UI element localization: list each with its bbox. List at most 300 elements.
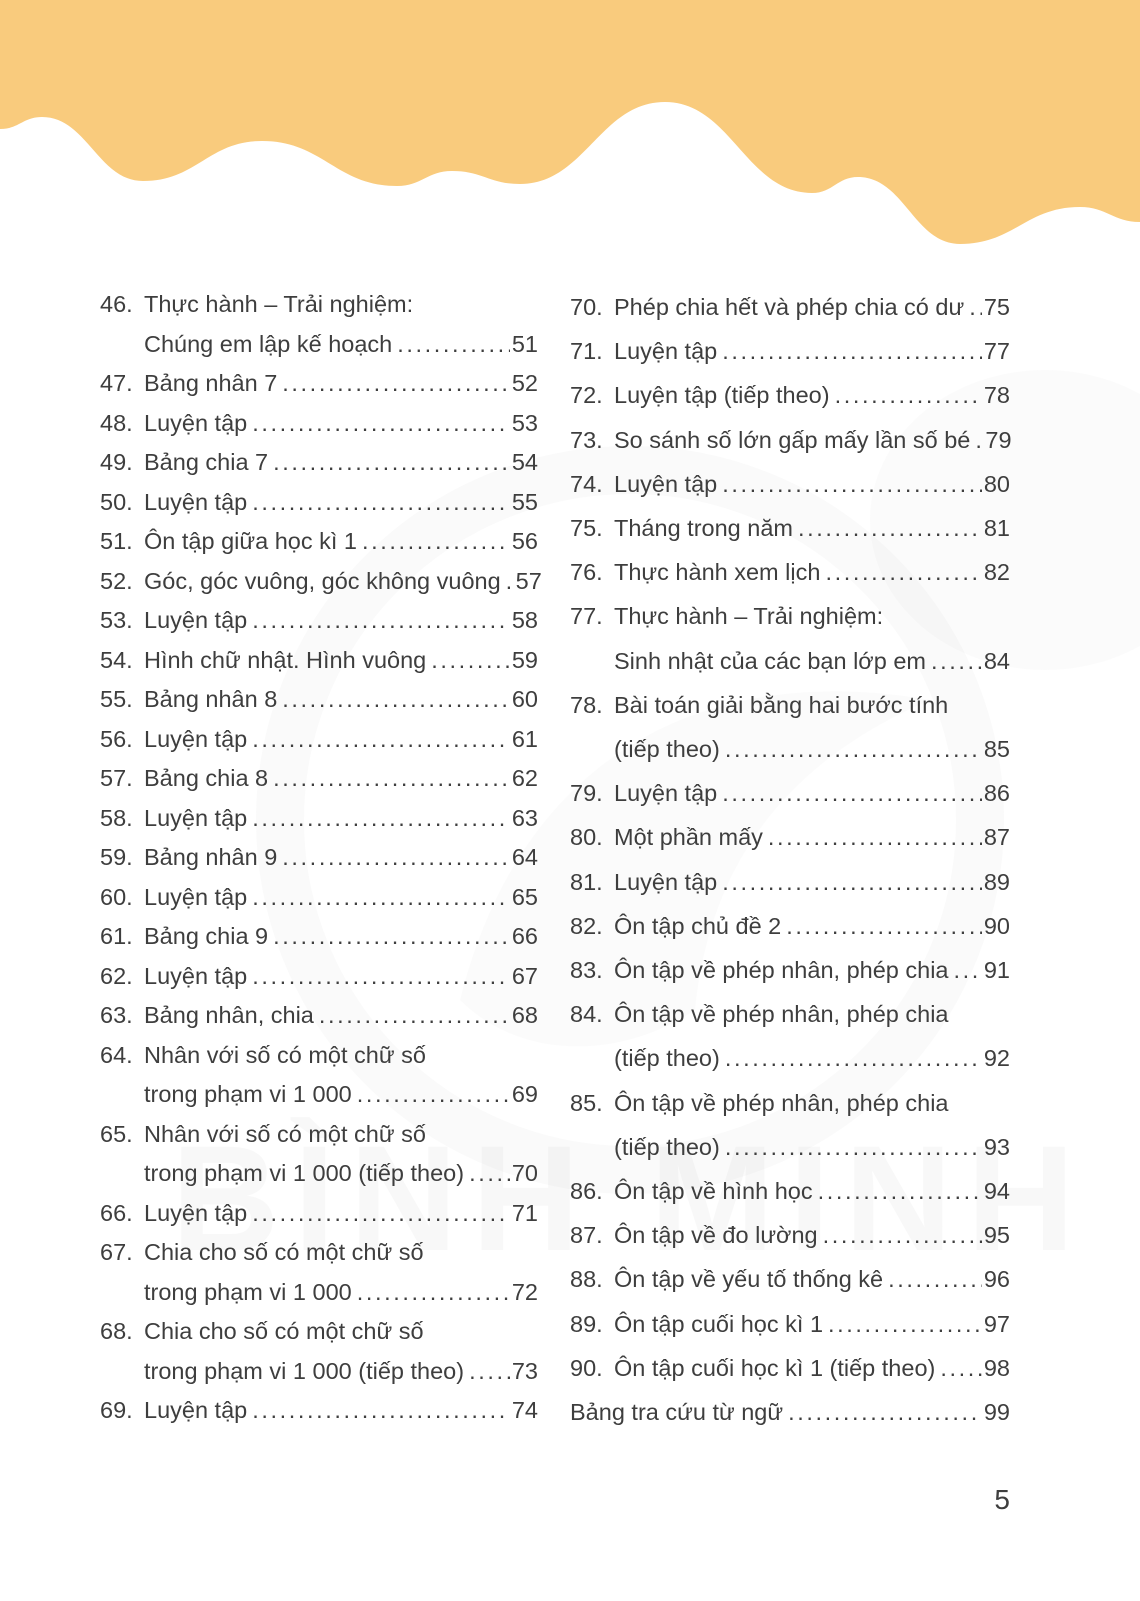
entry-body <box>144 1233 538 1312</box>
entry-line <box>144 325 538 365</box>
entry-body <box>144 917 538 957</box>
entry-line <box>144 996 538 1036</box>
entry-number: 85. <box>570 1089 603 1116</box>
entry-title: Bảng nhân 7 <box>144 370 278 396</box>
entry-title: Thực hành xem lịch <box>614 559 821 586</box>
entry-body <box>614 1081 1010 1169</box>
entry-number: 52. <box>100 567 133 594</box>
entry-page: 92 <box>983 1045 1010 1072</box>
dot-leader <box>252 483 510 523</box>
dot-leader <box>722 860 982 904</box>
dot-leader <box>825 550 981 594</box>
entry-body <box>614 1213 1010 1257</box>
entry-body <box>614 860 1010 904</box>
dot-leader <box>788 1390 982 1434</box>
entry-page: 65 <box>511 883 538 910</box>
entry-line <box>614 550 1010 594</box>
dot-leader <box>357 1273 510 1313</box>
entry-line <box>144 641 538 681</box>
entry-line <box>144 878 538 918</box>
dot-leader <box>768 815 982 859</box>
entry-line <box>614 904 1010 948</box>
entry-body <box>614 550 1010 594</box>
entry-page: 68 <box>511 1002 538 1028</box>
entry-title: Luyện tập <box>614 470 718 497</box>
entry-number: 64. <box>100 1041 133 1068</box>
entry-line <box>614 462 1010 506</box>
page-number: 5 <box>994 1484 1010 1515</box>
dot-leader <box>273 917 510 957</box>
entry-title: Bảng chia 7 <box>144 449 269 475</box>
entry-number: 83. <box>570 957 603 984</box>
entry-number: 74. <box>570 470 603 497</box>
entry-number: 70. <box>570 294 603 320</box>
entry-title: Thực hành – Trải nghiệm: <box>144 291 414 317</box>
entry-line <box>614 1081 1010 1125</box>
entry-line <box>614 727 1010 771</box>
toc-column-right <box>570 285 1010 1434</box>
entry-title: (tiếp theo) <box>614 1045 720 1072</box>
toc-entry <box>570 1257 1010 1301</box>
entry-line <box>144 443 538 483</box>
toc-entry <box>100 917 538 957</box>
entry-title: Luyện tập <box>144 1199 248 1226</box>
toc-entry <box>100 522 538 562</box>
entry-number: 69. <box>100 1397 133 1423</box>
entry-number: 72. <box>570 382 603 409</box>
dot-leader <box>252 957 510 997</box>
entry-number: 82. <box>570 912 603 939</box>
entry-number: 84. <box>570 1001 603 1028</box>
entry-body <box>144 878 538 918</box>
entry-line <box>614 1346 1010 1390</box>
entry-line <box>614 948 1010 992</box>
entry-line <box>144 1194 538 1234</box>
dot-leader <box>282 838 510 878</box>
entry-title: Luyện tập <box>144 409 248 436</box>
entry-line <box>614 683 1010 727</box>
entry-number: 66. <box>100 1199 133 1226</box>
entry-title: Ôn tập giữa học kì 1 <box>144 528 357 554</box>
entry-line <box>144 1233 538 1273</box>
entry-body <box>144 522 538 562</box>
dot-leader <box>888 1257 982 1301</box>
entry-line <box>144 680 538 720</box>
entry-title: Luyện tập <box>144 1397 248 1423</box>
entry-title: Luyện tập <box>614 338 718 365</box>
entry-title: Bảng nhân 8 <box>144 686 278 712</box>
entry-line <box>144 838 538 878</box>
entry-body <box>144 680 538 720</box>
entry-page: 97 <box>983 1310 1010 1337</box>
entry-page: 82 <box>983 559 1010 586</box>
entry-page: 58 <box>511 607 538 633</box>
dot-leader <box>252 799 510 839</box>
dot-leader <box>282 364 510 404</box>
top-cloud-banner <box>0 0 1140 260</box>
dot-leader <box>397 325 510 365</box>
entry-title: Nhân với số có một chữ số <box>144 1041 426 1068</box>
entry-title: Ôn tập cuối học kì 1 <box>614 1310 824 1337</box>
entry-page: 80 <box>983 470 1010 497</box>
entry-body <box>614 904 1010 948</box>
entry-body <box>144 601 538 641</box>
dot-leader <box>252 1194 510 1234</box>
dot-leader <box>975 418 983 462</box>
entry-number: 59. <box>100 844 133 870</box>
entry-body <box>144 562 542 602</box>
entry-title: Bảng nhân, chia <box>144 1002 314 1028</box>
toc-entry <box>100 1233 538 1312</box>
entry-page: 96 <box>983 1266 1010 1293</box>
entry-title: Góc, góc vuông, góc không vuông <box>144 567 501 594</box>
toc-entry <box>570 550 1010 594</box>
dot-leader <box>506 562 514 602</box>
entry-body <box>614 1169 1010 1213</box>
entry-body <box>144 404 538 444</box>
entry-title: Luyện tập (tiếp theo) <box>614 382 830 409</box>
entry-page: 73 <box>511 1357 538 1384</box>
entry-title: Chia cho số có một chữ số <box>144 1239 424 1265</box>
toc-entry <box>100 443 538 483</box>
toc-entry <box>570 1169 1010 1213</box>
dot-leader <box>786 904 982 948</box>
toc-entry <box>570 373 1010 417</box>
toc-entry <box>570 948 1010 992</box>
entry-line <box>144 759 538 799</box>
toc-entry <box>100 996 538 1036</box>
dot-leader <box>823 1213 982 1257</box>
entry-title: Thực hành – Trải nghiệm: <box>614 603 884 630</box>
entry-page: 74 <box>511 1397 538 1423</box>
entry-body <box>614 992 1010 1080</box>
entry-number: 73. <box>570 426 603 453</box>
dot-leader <box>252 1391 510 1431</box>
dot-leader <box>469 1154 510 1194</box>
entry-line <box>614 1302 1010 1346</box>
dot-leader <box>431 641 510 681</box>
entry-line <box>614 1036 1010 1080</box>
toc-entry <box>100 878 538 918</box>
entry-number: 51. <box>100 528 133 554</box>
entry-title: Tháng trong năm <box>614 515 793 542</box>
entry-number: 48. <box>100 409 133 436</box>
toc-entry <box>570 992 1010 1080</box>
entry-line <box>144 285 538 325</box>
entry-body <box>570 1390 1010 1434</box>
entry-page: 95 <box>983 1222 1010 1249</box>
entry-page: 93 <box>983 1133 1010 1160</box>
entry-page: 61 <box>511 725 538 752</box>
dot-leader <box>818 1169 982 1213</box>
toc-entry <box>100 285 538 364</box>
entry-page: 78 <box>983 382 1010 409</box>
entry-body <box>144 1115 538 1194</box>
entry-body <box>144 759 538 799</box>
entry-number: 76. <box>570 559 603 586</box>
entry-line <box>614 594 1010 638</box>
entry-body <box>144 483 538 523</box>
entry-title: trong phạm vi 1 000 <box>144 1278 352 1305</box>
entry-page: 53 <box>511 409 538 436</box>
toc-entry <box>100 562 542 602</box>
entry-title: Luyện tập <box>614 868 718 895</box>
entry-number: 81. <box>570 868 603 895</box>
entry-page: 71 <box>511 1199 538 1226</box>
toc-column-left <box>100 285 542 1434</box>
entry-body <box>144 1194 538 1234</box>
dot-leader <box>969 285 982 329</box>
entry-number: 53. <box>100 607 133 633</box>
entry-title: Nhân với số có một chữ số <box>144 1120 426 1147</box>
entry-page: 99 <box>983 1399 1010 1426</box>
dot-leader <box>273 759 510 799</box>
entry-body <box>144 641 538 681</box>
entry-line <box>614 373 1010 417</box>
entry-number: 46. <box>100 291 133 317</box>
entry-title: Luyện tập <box>144 488 248 515</box>
entry-page: 66 <box>511 923 538 949</box>
entry-body <box>614 1346 1010 1390</box>
entry-line <box>614 1169 1010 1213</box>
entry-title: Phép chia hết và phép chia có dư <box>614 294 965 320</box>
entry-title: Một phần mấy <box>614 824 763 851</box>
entry-number: 56. <box>100 725 133 752</box>
toc-entry <box>100 838 538 878</box>
entry-page: 81 <box>983 515 1010 542</box>
entry-title: Bảng tra cứu từ ngữ <box>570 1399 784 1426</box>
dot-leader <box>252 404 510 444</box>
entry-title: Ôn tập cuối học kì 1 (tiếp theo) <box>614 1354 936 1381</box>
toc-entry <box>100 1312 538 1391</box>
entry-line <box>144 601 538 641</box>
entry-number: 58. <box>100 804 133 831</box>
entry-body <box>614 683 1010 771</box>
entry-page: 70 <box>511 1160 538 1186</box>
entry-number: 79. <box>570 780 603 807</box>
entry-page: 98 <box>983 1354 1010 1381</box>
entry-page: 86 <box>983 780 1010 807</box>
entry-title: (tiếp theo) <box>614 736 720 763</box>
entry-body <box>614 1257 1010 1301</box>
entry-line <box>144 720 538 760</box>
entry-page: 62 <box>511 765 538 791</box>
entry-body <box>144 996 538 1036</box>
entry-line <box>144 1036 538 1076</box>
dot-leader <box>252 720 510 760</box>
entry-number: 89. <box>570 1310 603 1337</box>
dot-leader <box>362 522 510 562</box>
entry-number: 55. <box>100 686 133 712</box>
entry-title: Chúng em lập kế hoạch <box>144 330 393 357</box>
entry-number: 65. <box>100 1120 133 1147</box>
entry-number: 49. <box>100 449 133 475</box>
toc-entry <box>570 285 1010 329</box>
entry-line <box>614 1257 1010 1301</box>
entry-number: 67. <box>100 1239 133 1265</box>
table-of-contents <box>0 285 1140 1434</box>
entry-line <box>614 771 1010 815</box>
entry-line <box>144 917 538 957</box>
entry-body <box>614 1302 1010 1346</box>
entry-body <box>614 373 1010 417</box>
entry-body <box>144 285 538 364</box>
entry-line <box>144 1154 538 1194</box>
entry-body <box>614 771 1010 815</box>
toc-entry <box>570 904 1010 948</box>
entry-page: 63 <box>511 804 538 831</box>
entry-page: 64 <box>511 844 538 870</box>
dot-leader <box>469 1352 510 1392</box>
entry-body <box>614 815 1010 859</box>
entry-page: 89 <box>983 868 1010 895</box>
toc-entry <box>100 720 538 760</box>
entry-title: Ôn tập về phép nhân, phép chia <box>614 1001 949 1028</box>
entry-title: Luyện tập <box>144 962 248 989</box>
entry-title: Luyện tập <box>144 725 248 752</box>
toc-entry <box>570 1346 1010 1390</box>
toc-entry <box>570 506 1010 550</box>
entry-body <box>614 285 1010 329</box>
entry-title: Ôn tập chủ đề 2 <box>614 912 782 939</box>
entry-title: trong phạm vi 1 000 (tiếp theo) <box>144 1357 465 1384</box>
toc-entry <box>570 594 1010 682</box>
entry-line <box>614 1213 1010 1257</box>
entry-body <box>614 506 1010 550</box>
entry-title: Ôn tập về hình học <box>614 1178 813 1205</box>
entry-title: Bảng nhân 9 <box>144 844 278 870</box>
entry-body <box>614 418 1010 462</box>
entry-line <box>144 364 538 404</box>
entry-page: 87 <box>983 824 1010 851</box>
entry-page: 67 <box>511 962 538 989</box>
entry-number: 63. <box>100 1002 133 1028</box>
entry-number: 88. <box>570 1266 603 1293</box>
entry-line <box>614 860 1010 904</box>
entry-number: 86. <box>570 1178 603 1205</box>
entry-page: 77 <box>983 338 1010 365</box>
entry-page: 72 <box>511 1278 538 1305</box>
entry-line <box>614 418 1010 462</box>
entry-line <box>144 404 538 444</box>
entry-line <box>614 506 1010 550</box>
entry-line <box>144 957 538 997</box>
entry-body <box>614 948 1010 992</box>
toc-entry <box>100 799 538 839</box>
toc-entry <box>570 860 1010 904</box>
toc-entry <box>100 1115 538 1194</box>
entry-number: 78. <box>570 691 603 718</box>
toc-entry <box>100 404 538 444</box>
entry-body <box>614 329 1010 373</box>
entry-line <box>614 285 1010 329</box>
dot-leader <box>725 1036 982 1080</box>
entry-line <box>144 799 538 839</box>
toc-entry <box>570 815 1010 859</box>
entry-title: Ôn tập về phép nhân, phép chia <box>614 957 949 984</box>
dot-leader <box>798 506 982 550</box>
entry-body <box>614 594 1010 682</box>
entry-title: (tiếp theo) <box>614 1133 720 1160</box>
toc-entry <box>570 1302 1010 1346</box>
dot-leader <box>835 373 982 417</box>
entry-line <box>614 815 1010 859</box>
entry-number: 57. <box>100 765 133 791</box>
dot-leader <box>252 601 510 641</box>
toc-entry <box>100 680 538 720</box>
toc-entry <box>100 601 538 641</box>
toc-entry <box>100 483 538 523</box>
entry-line <box>144 1075 538 1115</box>
entry-title: Bài toán giải bằng hai bước tính <box>614 691 949 718</box>
entry-number: 90. <box>570 1354 603 1381</box>
entry-number: 47. <box>100 370 133 396</box>
entry-number: 50. <box>100 488 133 515</box>
entry-body <box>144 838 538 878</box>
entry-title: Bảng chia 9 <box>144 923 269 949</box>
entry-number: 68. <box>100 1318 133 1344</box>
entry-line <box>614 639 1010 683</box>
entry-page: 59 <box>511 646 538 673</box>
entry-page: 79 <box>985 426 1012 453</box>
entry-body <box>144 1391 538 1431</box>
entry-line <box>144 522 538 562</box>
toc-entry <box>570 329 1010 373</box>
entry-page: 51 <box>511 330 538 357</box>
entry-title: Luyện tập <box>144 883 248 910</box>
dot-leader <box>828 1302 982 1346</box>
dot-leader <box>319 996 510 1036</box>
dot-leader <box>357 1075 510 1115</box>
entry-number: 71. <box>570 338 603 365</box>
toc-entry <box>570 683 1010 771</box>
entry-line <box>614 329 1010 373</box>
dot-leader <box>931 639 982 683</box>
entry-line <box>144 1115 538 1155</box>
entry-page: 69 <box>511 1081 538 1107</box>
toc-entry <box>570 1081 1010 1169</box>
entry-number: 60. <box>100 883 133 910</box>
entry-page: 54 <box>511 449 538 475</box>
entry-body <box>144 443 538 483</box>
entry-line <box>144 483 538 523</box>
entry-number: 61. <box>100 923 133 949</box>
dot-leader <box>725 1125 982 1169</box>
toc-entry <box>100 1036 538 1115</box>
dot-leader <box>282 680 510 720</box>
entry-title: Luyện tập <box>144 607 248 633</box>
entry-body <box>144 957 538 997</box>
entry-line <box>144 1391 538 1431</box>
entry-title: Chia cho số có một chữ số <box>144 1318 424 1344</box>
entry-number: 75. <box>570 515 603 542</box>
toc-entry <box>100 1194 538 1234</box>
entry-line <box>144 1312 538 1352</box>
dot-leader <box>273 443 510 483</box>
entry-title: Ôn tập về phép nhân, phép chia <box>614 1089 949 1116</box>
dot-leader <box>722 329 982 373</box>
entry-page: 60 <box>511 686 538 712</box>
entry-title: trong phạm vi 1 000 (tiếp theo) <box>144 1160 465 1186</box>
dot-leader <box>722 462 982 506</box>
toc-entry <box>100 1391 538 1431</box>
entry-body <box>144 364 538 404</box>
entry-body <box>144 799 538 839</box>
toc-entry <box>100 957 538 997</box>
entry-body <box>144 1312 538 1391</box>
entry-body <box>614 462 1010 506</box>
entry-title: Ôn tập về yếu tố thống kê <box>614 1266 884 1293</box>
